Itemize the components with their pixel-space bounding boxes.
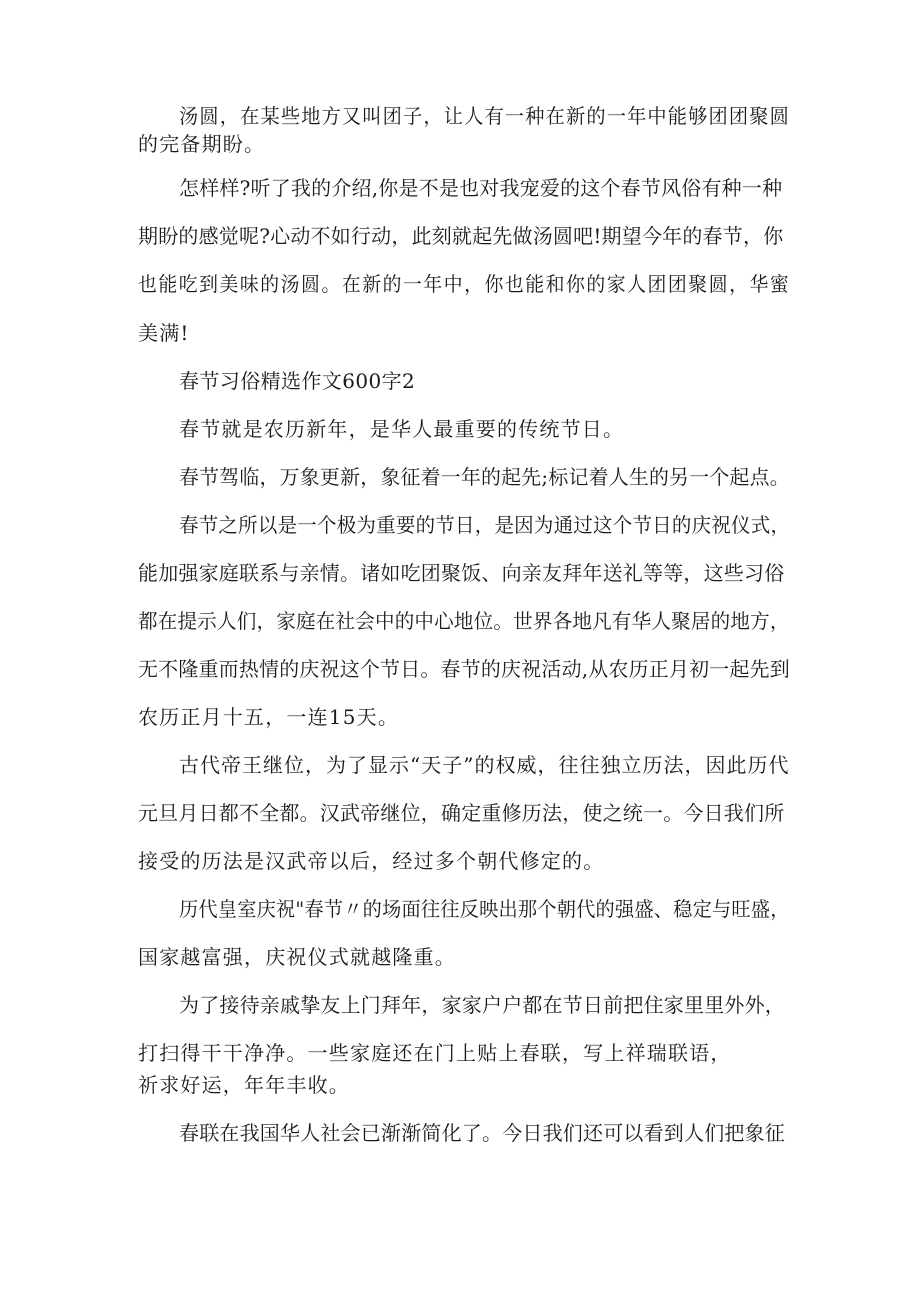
text-line: 农历正月十五，一连15天。 bbox=[138, 705, 400, 729]
text-line: 打扫得干干净净。一些家庭还在门上贴上春联，写上祥瑞联语， bbox=[138, 1041, 732, 1065]
text-line: 春节之所以是一个极为重要的节日，是因为通过这个节日的庆祝仪式， bbox=[179, 513, 791, 537]
text-line: 古代帝王继位，为了显示“天子”的权威，往往独立历法，因此历代 bbox=[179, 753, 790, 777]
text-line: 国家越富强，庆祝仪式就越隆重。 bbox=[138, 945, 456, 969]
text-line: 都在提示人们，家庭在社会中的中心地位。世界各地凡有华人聚居的地方， bbox=[138, 609, 790, 633]
text-line: 的完备期盼。 bbox=[138, 132, 266, 156]
text-line: 能加强家庭联系与亲情。诸如吃团聚饭、向亲友拜年送礼等等，这些习俗 bbox=[138, 561, 785, 585]
text-line: 汤圆，在某些地方又叫团子，让人有一种在新的一年中能够团团聚圆 bbox=[179, 104, 791, 128]
text-line: 春节驾临，万象更新，象征着一年的起先;标记着人生的另一个起点。 bbox=[179, 465, 790, 489]
text-line: 春节就是农历新年，是华人最重要的传统节日。 bbox=[179, 417, 625, 441]
text-line: 怎样样?听了我的介绍,你是不是也对我宠爱的这个春节风俗有种一种 bbox=[179, 176, 783, 200]
text-line: 无不隆重而热情的庆祝这个节日。春节的庆祝活动,从农历正月初一起先到 bbox=[138, 657, 790, 681]
text-line: 祈求好运，年年丰收。 bbox=[138, 1073, 350, 1097]
text-line: 春联在我国华人社会已渐渐简化了。今日我们还可以看到人们把象征 bbox=[179, 1121, 785, 1145]
text-line: 元旦月日都不全都。汉武帝继位，确定重修历法，使之统一。今日我们所 bbox=[138, 801, 785, 825]
text-line: 接受的历法是汉武帝以后，经过多个朝代修定的。 bbox=[138, 849, 605, 873]
text-line: 也能吃到美味的汤圆。在新的一年中，你也能和你的家人团团聚圆，华蜜 bbox=[138, 272, 791, 296]
text-line: 期盼的感觉呢?心动不如行动，此刻就起先做汤圆吧!期望今年的春节，你 bbox=[138, 224, 784, 248]
section-heading: 春节习俗精选作文600字2 bbox=[179, 369, 416, 393]
text-line: 历代皇室庆祝"春节〃的场面往往反映出那个朝代的强盛、稳定与旺盛， bbox=[179, 897, 790, 921]
text-line: 为了接待亲戚挚友上门拜年，家家户户都在节日前把住家里里外外， bbox=[179, 993, 785, 1017]
text-line: 美满! bbox=[138, 321, 190, 345]
